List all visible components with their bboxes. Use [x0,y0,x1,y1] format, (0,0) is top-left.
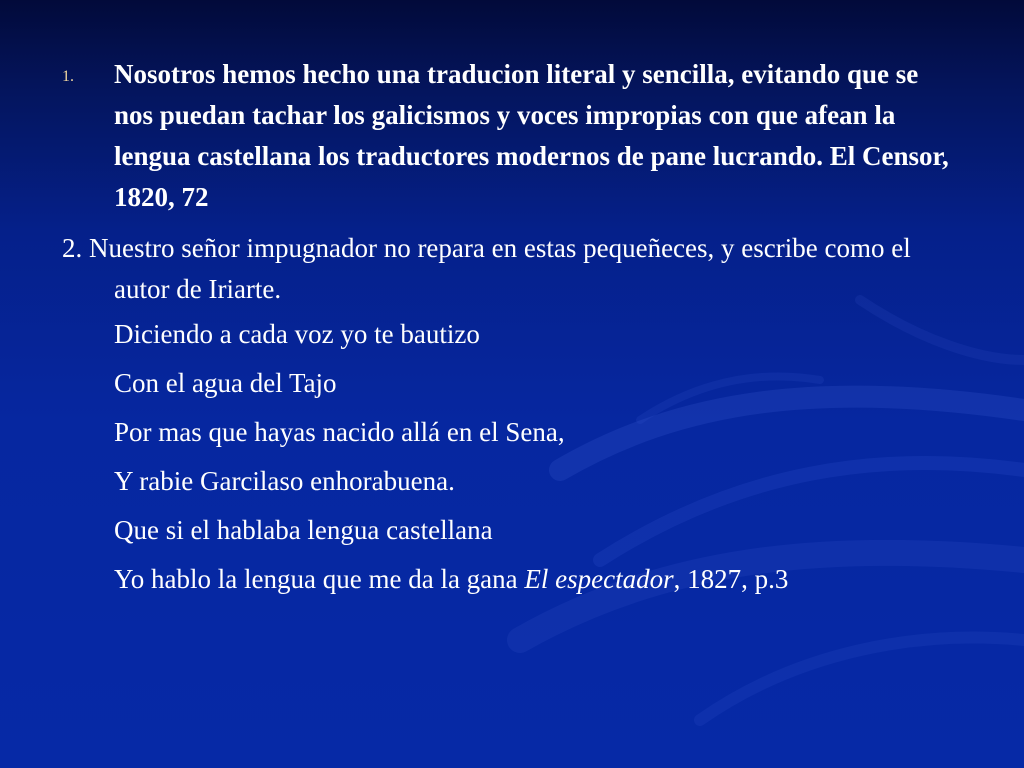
poem-line-3: Por mas que hayas nacido allá en el Sena, [114,417,565,447]
poem-block [114,316,994,610]
poem-line-6 [114,561,994,610]
paragraph-impugnador: 2. Nuestro señor impugnador no repara en estas pequeñeces, y escribe como el autor de Iriarte. [62,233,911,304]
poem-line-4: Y rabie Garcilaso enhorabuena. [114,466,455,496]
source-citation: , 1827, p.3 [673,564,789,594]
poem-line-5: Que si el hablaba lengua castellana [114,515,493,545]
source-title: El espectador [524,564,674,594]
quote-censor: Nosotros hemos hecho una traducion literal y sencilla, evitando que se nos puedan tachar los galicismos y voces impropias con que afean la lengua castellana los traductores modernos de pane lucrando. El Censor, 1820, 72 [114,59,949,212]
list-number-1: 1. [62,68,74,85]
poem-line-6-text: Yo hablo la lengua que me da la gana [114,564,525,594]
poem-line-2: Con el agua del Tajo [114,368,337,398]
list-item-2 [62,228,962,310]
list-item-1 [62,54,962,218]
poem-line-1: Diciendo a cada voz yo te bautizo [114,319,480,349]
